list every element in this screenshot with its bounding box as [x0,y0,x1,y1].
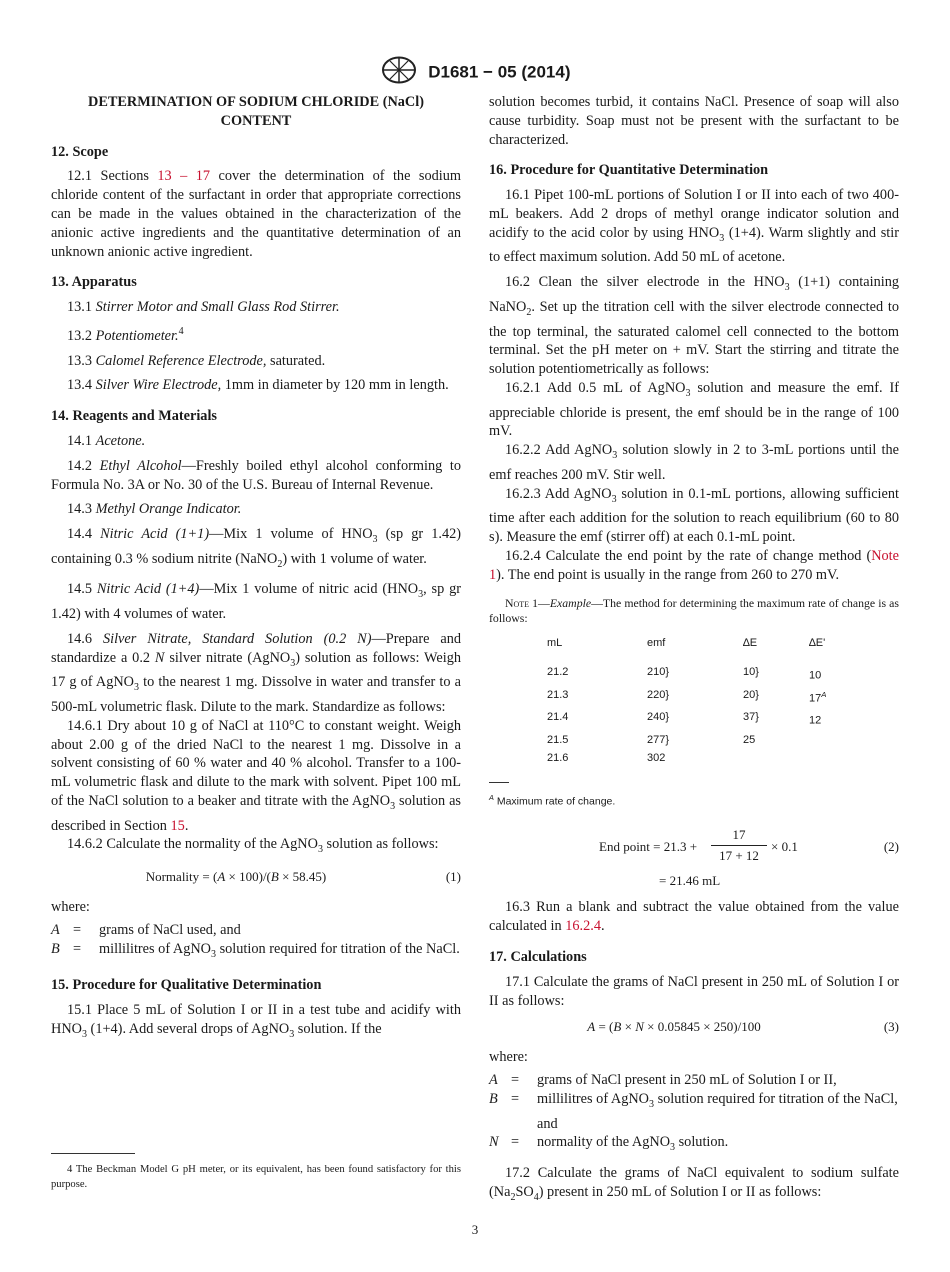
para-14-6-1: 14.6.1 Dry about 10 g of NaCl at 110°C to constant weight. Weigh about 2.00 g of the dried NaCl to the nearest 1 mg. Dissolve in a solvent consisting of 60 % water and 40 % alcohol. Transfer to a 100-mL volumetric flask and dilute to the mark with solvent. Pipet 100 mL of the NaCl solution to a beaker and titrate with the AgNO$_3$ solution as described in Section 15. [51,717,461,834]
table-cell: 220} [647,688,670,701]
para-14-6: 14.6 Silver Nitrate, Standard Solution (0.2 N)—Prepare and standardize a 0.2 N silver nitrate (AgNO$_3$) solution as follows: Weigh 17 g of AgNO$_3$ to the nearest 1 mg. Dissolve in water and transfer to a 500-mL volumetric flask. Dilute to the mark. Standardize as follows: [51,630,462,715]
definition-A: A = grams of NaCl present in 250 mL of Solution I or II, [489,1072,837,1089]
definition-N: N = normality of the AgNO$_3$ solution. [489,1134,729,1154]
para-16-2-1: 16.2.1 Add 0.5 mL of AgNO$_3$ solution and measure the emf. If appreciable chloride is present, the emf should be in the range of 100 mV. [489,379,899,440]
equation-3-number: (3) [883,1019,899,1035]
section-14-heading: 14. Reagents and Materials [51,408,217,425]
section-16-heading: 16. Procedure for Quantitative Determination [489,162,769,179]
page-header [0,56,950,89]
equation-2-lhs: End point = 21.3 + [599,838,698,854]
para-13-3: 13.3 Calomel Reference Electrode, saturated. [67,352,326,369]
equation-2-result: = 21.46 mL [659,872,721,888]
para-13-4: 13.4 Silver Wire Electrode, 1mm in diameter by 120 mm in length. [67,377,449,394]
standard-designation: D1681 − 05 (2014) [428,62,571,82]
table-cell: 20} [743,688,759,701]
footnote-divider [51,1153,135,1154]
table-cell: 21.6 [547,752,569,765]
para-16-2-3: 16.2.3 Add AgNO$_3$ solution in 0.1-mL portions, allowing sufficient time after each addition for the solution to reach equilibrium (60 to 80 s). Measure the emf (stirrer off) at each 0.1-mL point. [489,485,899,546]
table-footnote: $^A$ Maximum rate of change. [489,793,616,808]
note-1: Note 1—Example—The method for determining the maximum rate of change is as follows: [489,596,899,626]
definition-A: A = grams of NaCl used, and [51,921,241,938]
section-12-heading: 12. Scope [51,143,109,160]
astm-logo-icon [380,56,418,89]
link-section-15[interactable]: 15 [170,817,185,834]
rate-of-change-table [547,634,869,768]
para-14-6-2: 14.6.2 Calculate the normality of the AgNO$_3$ solution as follows: [67,836,439,856]
definition-B: B = millilitres of AgNO$_3$ solution required for titration of the NaCl. [51,940,460,960]
table-cell: 37} [743,711,759,724]
where-label-3: where: [489,1049,528,1066]
table-row [547,731,869,750]
table-cell [809,731,869,750]
section-15-heading: 15. Procedure for Qualitative Determination [51,977,322,994]
equation-2-number: (2) [883,838,899,854]
para-13-2: 13.2 Potentiometer.$^4$ [67,325,184,344]
equation-1 [51,864,461,890]
equation-3 [489,1014,899,1040]
table-cell: 277} [647,733,670,746]
table-cell: 10} [743,666,759,679]
para-17-1: 17.1 Calculate the grams of NaCl present in 250 mL of Solution I or II as follows: [489,973,899,1009]
table-cell: 25 [743,733,756,746]
equation-1-number: (1) [445,869,461,885]
para-14-4: 14.4 Nitric Acid (1+1)—Mix 1 volume of $HNO_3$ (sp gr 1.42) containing 0.3 % sodium nitrite (NaNO$_2$) with 1 volume of water. [51,526,462,570]
footnote-ref-4[interactable]: 4 [178,325,184,337]
para-16-1: 16.1 Pipet 100-mL portions of Solution I or II into each of two 400-mL beakers. Add 2 drops of methyl orange indicator solution and acidify to the acid color by using $HNO_3$ (1+4). Warm slightly and stir to effect maximum solution. Add 50 mL of acetone. [489,187,899,266]
para-12-1: 12.1 Sections 13 – 17 cover the determination of the sodium chloride content of the surfactant in order that appropriate corrections can be made in the values obtained in the characterization of the anionic active ingredients and the quantitative determination of an unknown anionic active ingredient. [51,168,461,260]
para-15-1: 15.1 Place 5 mL of Solution I or II in a test tube and acidify with $HNO_3$ (1+4). Add several drops of AgNO$_3$ solution. If the [51,1002,461,1040]
table-row [547,749,869,768]
table-row [547,686,869,708]
link-note-1[interactable]: Note 1 [489,547,899,583]
table-cell: $17^A$ [809,689,827,705]
para-16-2-2: 16.2.2 Add AgNO$_3$ solution slowly in 2 to 3-mL portions until the emf reaches 200 mV. Stir well. [489,442,899,483]
main-title: DETERMINATION OF SODIUM CHLORIDE (NaCl) CONTENT [88,94,424,129]
table-row [547,708,869,730]
section-13-heading: 13. Apparatus [51,274,137,291]
table-header: ∆E [743,637,758,650]
table-cell: 21.2 [547,666,569,679]
table-cell [809,749,869,768]
table-cell: 240} [647,711,670,724]
definition-B: B = millilitres of AgNO$_3$ solution required for titration of the NaCl, and [489,1090,898,1132]
table-cell: 210} [647,666,670,679]
equation-2 [489,826,899,864]
link-sections-13-17[interactable]: 13 – 17 [157,168,211,185]
table-cell: 10 [809,669,822,682]
table-cell: 21.4 [547,711,569,724]
fraction-numerator: 17 [711,826,767,847]
where-label-1: where: [51,899,90,916]
equation-2-fraction [711,826,767,867]
para-16-3: 16.3 Run a blank and subtract the value obtained from the value calculated in 16.2.4. [489,899,899,935]
table-header-row [547,634,869,653]
table-footnote-divider [489,782,509,783]
left-column [51,93,461,1051]
para-14-3: 14.3 Methyl Orange Indicator. [67,501,242,518]
para-14-1: 14.1 Acetone. [67,432,146,449]
table-cell: 21.5 [547,733,569,746]
table-cell: 302 [647,752,666,765]
para-17-2: 17.2 Calculate the grams of NaCl equivalent to sodium sulfate $(Na_2SO_4)$ present in 250 mL of Solution I or II as follows: [489,1165,899,1203]
para-15-1-continued: solution becomes turbid, it contains NaCl. Presence of soap will also cause turbidity. Soap must not be present with the surfactant to be characterized. [489,94,899,148]
equation-2-rest: × 0.1 [771,838,798,854]
para-14-5: 14.5 Nitric Acid (1+4)—Mix 1 volume of nitric acid ($HNO_3$, sp gr 1.42) with 4 volumes of water. [51,581,461,623]
para-13-1: 13.1 Stirrer Motor and Small Glass Rod Stirrer. [67,299,340,316]
link-16-2-4[interactable]: 16.2.4 [565,918,601,935]
table-cell [743,749,809,768]
table-header: mL [547,637,563,650]
table-header: emf [647,637,666,650]
para-16-2: 16.2 Clean the silver electrode in the $HNO_3$ (1+1) containing NaNO$_2$. Set up the titration cell with the silver electrode connected to the top terminal, the saturated calomel cell connected to the bottom terminal. Set the pH meter on + mV. Start the stirring and titrate the solution potentiometrically as follows: [489,274,899,378]
table-header: ∆E' [809,637,826,650]
footnote-4: 4 The Beckman Model G pH meter, or its equivalent, has been found satisfactory for this purpose. [51,1164,461,1190]
para-14-2: 14.2 Ethyl Alcohol—Freshly boiled ethyl alcohol conforming to Formula No. 3A or No. 30 of the U.S. Bureau of Internal Revenue. [51,457,461,493]
equation-1-body: Normality = (A × 100)/(B × 58.45) [145,869,327,885]
page-number: 3 [471,1222,479,1237]
equation-3-body: A = (B × N × 0.05845 × 250)/100 [587,1019,761,1035]
table-cell: 21.3 [547,688,569,701]
table-row [547,663,869,685]
fraction-denominator: 17 + 12 [719,848,759,864]
table-cell: 12 [809,714,822,727]
right-column [489,93,899,1213]
para-16-2-4: 16.2.4 Calculate the end point by the rate of change method (Note 1). The end point is usually in the range from 260 to 270 mV. [489,547,899,583]
section-17-heading: 17. Calculations [489,948,587,965]
